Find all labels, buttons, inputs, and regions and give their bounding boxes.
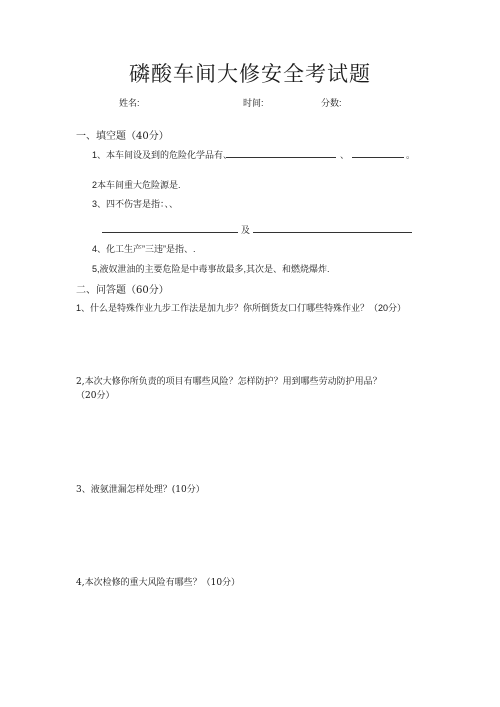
fill-q3-text: 3、四不伤害是指：、、	[92, 199, 179, 209]
time-label: 时间:	[243, 98, 264, 108]
fill-q4-text: 4、化工生产”三违”是指、.	[92, 244, 196, 254]
section2-heading: 二、问答题（60分）	[76, 285, 169, 296]
fill-q1-blank-1[interactable]	[226, 157, 336, 158]
qa-q1-text: 1、什么是特殊作业九步工作法是加九步？你所倒货友口仃哪些特殊作业？（20分）	[76, 303, 407, 313]
name-label: 姓名:	[119, 98, 140, 108]
fill-q3-mid: 及	[241, 225, 251, 235]
qa-q3-text: 3、液氨泄漏怎样处理？(10分）	[76, 485, 205, 495]
qa-q4-text: 4,本次检修的重大风险有哪些？（10分）	[76, 578, 241, 588]
fill-q3-blank-1[interactable]	[102, 232, 238, 233]
fill-q1-separator: 、	[340, 150, 350, 160]
qa-q2-line1: 2,本次大修你所负责的项目有哪些风险？怎样防护？用到哪些劳动防护用品？	[76, 377, 382, 387]
page-title: 磷酸车间大修安全考试题	[129, 62, 371, 86]
section1-heading: 一、填空题（40分）	[76, 131, 169, 142]
fill-q1-end: 。	[406, 150, 416, 160]
fill-q1-text: 1、本车间设及到的危险化学品有、	[92, 150, 233, 160]
fill-q2-text: 2本车间重大危险源是.	[92, 180, 181, 190]
fill-q3-blank-2[interactable]	[253, 232, 412, 233]
fill-q5-text: 5,液奴泄油的主要危险是中毒事故最多,其次是、和燃烧爆炸.	[92, 264, 330, 274]
fill-q1-blank-2[interactable]	[352, 157, 404, 158]
qa-q2-line2: （20分）	[76, 391, 115, 401]
score-label: 分数:	[321, 98, 342, 108]
